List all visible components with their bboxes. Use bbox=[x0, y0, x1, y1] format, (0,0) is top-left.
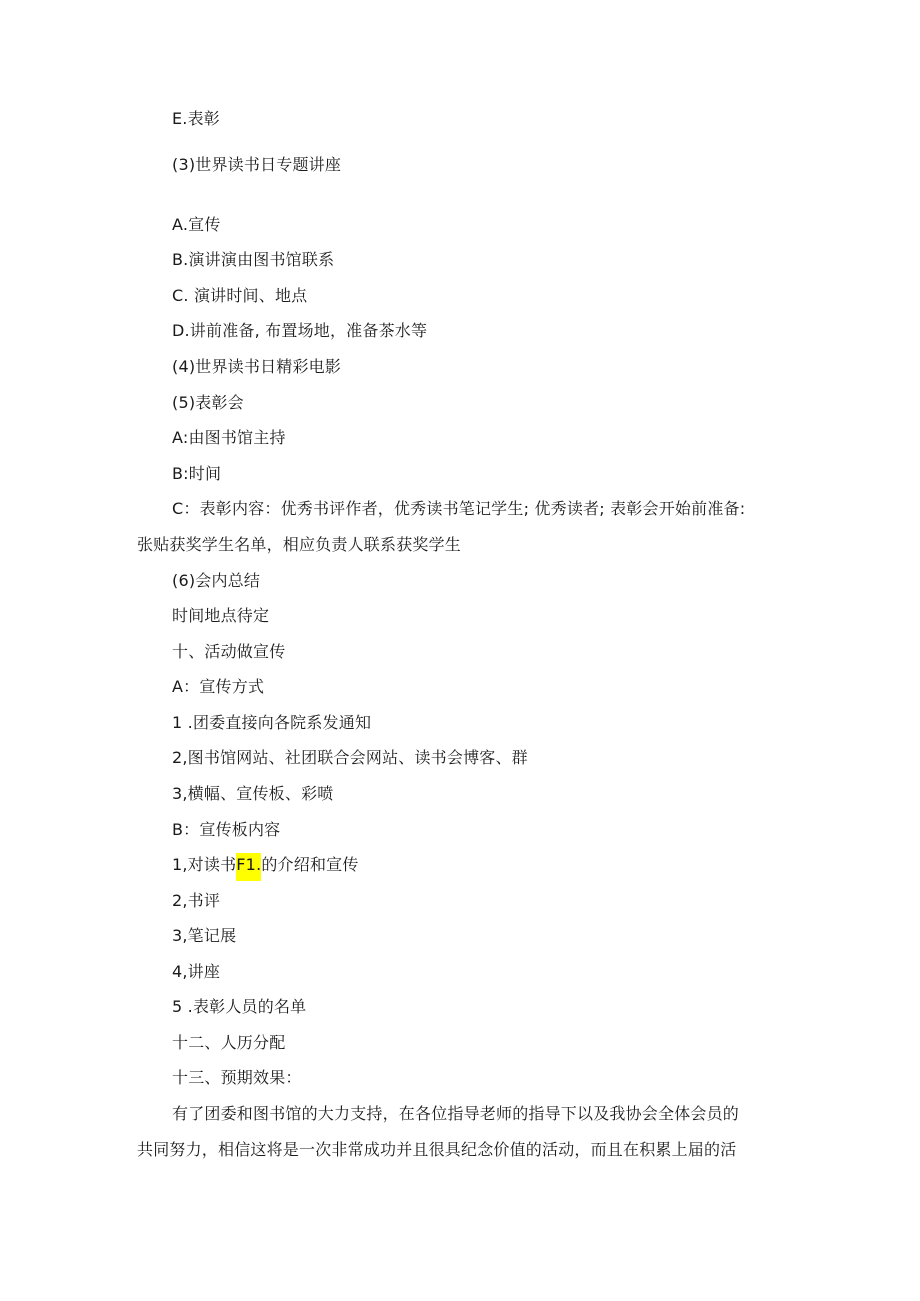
text-line: 2,图书馆网站、社团联合会网站、读书会博客、群 bbox=[172, 748, 528, 767]
text-line: D.讲前准备, 布置场地，准备茶水等 bbox=[172, 321, 428, 340]
text-line: B.演讲演由图书馆联系 bbox=[172, 250, 335, 269]
section-heading: 十二、人历分配 bbox=[172, 1033, 286, 1052]
text-line: 2,书评 bbox=[172, 891, 221, 910]
text-line: 3,横幅、宣传板、彩喷 bbox=[172, 784, 334, 803]
text-line: 1 .团委直接向各院系发通知 bbox=[172, 713, 372, 732]
text-line: C. 演讲时间、地点 bbox=[172, 286, 308, 305]
section-heading: (6)会内总结 bbox=[172, 571, 261, 590]
text-line-with-highlight bbox=[172, 855, 359, 881]
text-fragment: 1,对读书 bbox=[172, 855, 237, 874]
text-line: 4,讲座 bbox=[172, 962, 221, 981]
section-heading: (3)世界读书日专题讲座 bbox=[172, 155, 342, 174]
text-line: 5 .表彰人员的名单 bbox=[172, 997, 307, 1016]
text-line: C：表彰内容：优秀书评作者，优秀读书笔记学生; 优秀读者; 表彰会开始前准备: bbox=[172, 499, 746, 518]
text-line: B:时间 bbox=[172, 464, 222, 483]
text-line: B：宣传板内容 bbox=[172, 820, 281, 839]
text-line: E.表彰 bbox=[172, 109, 220, 128]
section-heading: (4)世界读书日精彩电影 bbox=[172, 357, 342, 376]
text-line: A.宣传 bbox=[172, 215, 221, 234]
section-heading: 十三、预期效果： bbox=[172, 1068, 302, 1087]
paragraph-line: 共同努力，相信这将是一次非常成功并且很具纪念价值的活动，而且在积累上届的活 bbox=[137, 1140, 737, 1159]
text-line: A:由图书馆主持 bbox=[172, 428, 286, 447]
section-heading: (5)表彰会 bbox=[172, 393, 244, 412]
paragraph-line: 有了团委和图书馆的大力支持，在各位指导老师的指导下以及我协会全体会员的 bbox=[172, 1104, 740, 1123]
text-line: 3,笔记展 bbox=[172, 926, 237, 945]
text-fragment: 的介绍和宣传 bbox=[261, 855, 359, 874]
text-line: A：宣传方式 bbox=[172, 677, 265, 696]
text-line: 时间地点待定 bbox=[172, 606, 270, 625]
section-heading: 十、活动做宣传 bbox=[172, 642, 286, 661]
text-line: 张贴获奖学生名单，相应负责人联系获奖学生 bbox=[137, 535, 462, 554]
highlight-mark: F1. bbox=[236, 853, 261, 881]
